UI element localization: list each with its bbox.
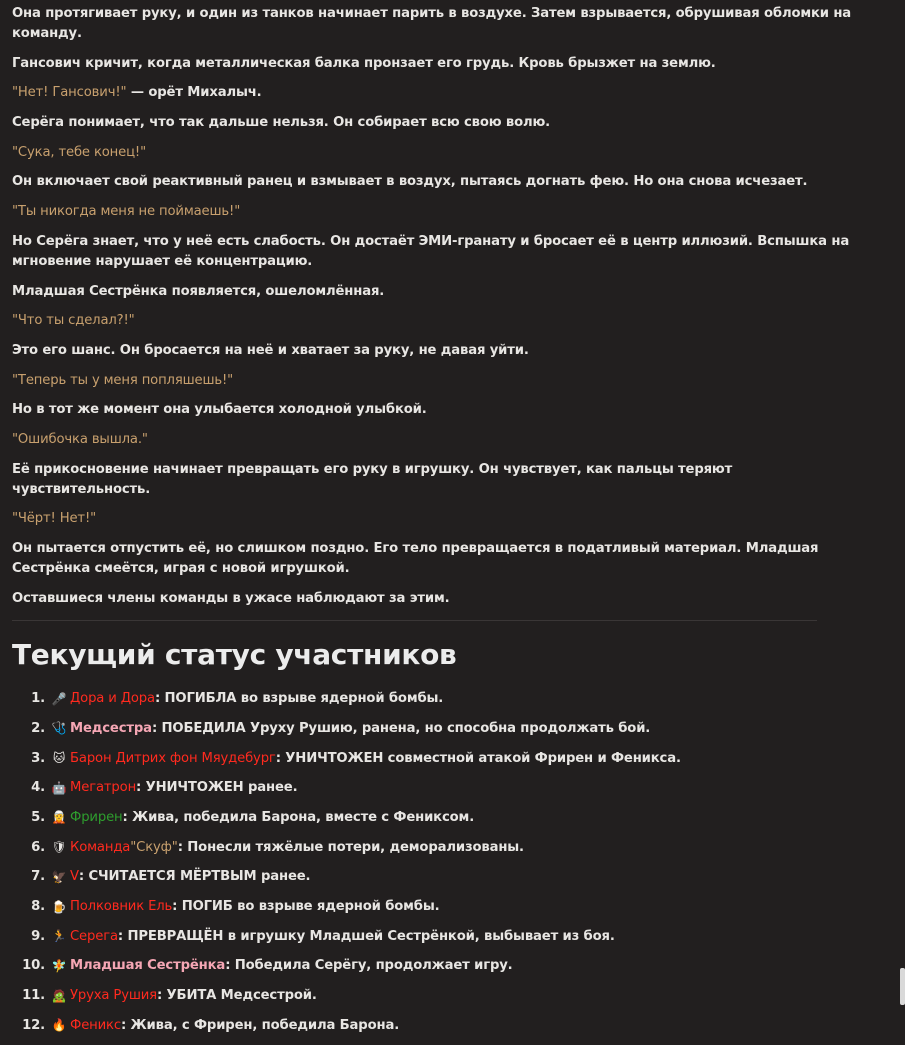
list-item-number: 5. <box>31 809 45 825</box>
list-item-number: 4. <box>31 780 45 796</box>
participant-name: Барон Дитрих фон Мяудебург <box>70 750 276 766</box>
participant-status: : УНИЧТОЖЕН ранее. <box>136 780 298 796</box>
participant-status: : ПОБЕДИЛА Уруху Рушию, ранена, но способна продолжать бой. <box>151 720 651 736</box>
participant-name: Мегатрон <box>70 780 137 796</box>
list-item-number: 3. <box>31 750 45 766</box>
list-item-number: 6. <box>31 839 45 855</box>
list-item <box>12 897 852 917</box>
fairy-icon: 🧚 <box>51 958 67 973</box>
participant-status: : Понесли тяжёлые потери, деморализованы. <box>177 839 524 855</box>
participant-name: Феникс <box>70 1017 121 1033</box>
story-paragraph: Гансович кричит, когда металлическая балка пронзает его грудь. Кровь брызжет на землю. <box>12 55 716 71</box>
participant-name: Команда <box>70 839 131 855</box>
participant-name: Полковник Ель <box>70 899 173 914</box>
scrollbar-thumb[interactable] <box>900 968 905 1005</box>
list-item-number: 11. <box>22 988 45 1004</box>
list-item <box>12 956 852 976</box>
story-paragraph: Её прикосновение начинает превращать его руку в игрушку. Он чувствует, как пальцы теряют чувствительность. <box>12 461 733 497</box>
dialogue-quote: "Чёрт! Нет!" <box>12 511 97 527</box>
story-paragraph: Оставшиеся члены команды в ужасе наблюдают за этим. <box>12 590 450 606</box>
list-item-number: 9. <box>31 928 45 944</box>
dialogue-quote: "Теперь ты у меня попляшешь!" <box>12 372 234 388</box>
list-item-number: 7. <box>31 869 45 885</box>
participants-list <box>12 689 852 1036</box>
shield-icon: 🛡 <box>51 840 67 855</box>
dialogue-quote: "Сука, тебе конец!" <box>12 144 146 160</box>
list-item-number: 12. <box>22 1017 45 1033</box>
list-item <box>12 986 852 1006</box>
story-paragraph: Но в тот же момент она улыбается холодной улыбкой. <box>12 402 427 418</box>
participant-status: : УБИТА Медсестрой. <box>156 988 317 1004</box>
story-paragraph <box>12 83 852 103</box>
story-paragraph: Он пытается отпустить её, но слишком поздно. Его тело превращается в податливый материал. Младшая Сестрёнка смеётся, играя с новой игрушкой. <box>12 541 819 576</box>
participant-name: Медсестра <box>70 720 152 736</box>
list-item-number: 10. <box>22 958 45 974</box>
story-paragraph: Серёга понимает, что так дальше нельзя. Он собирает всю свою волю. <box>12 115 551 131</box>
narration-text: — орёт Михалыч. <box>126 85 262 101</box>
participant-status: : Победила Серёгу, продолжает игру. <box>225 958 513 974</box>
participant-status: : ПОГИБЛА во взрыве ядерной бомбы. <box>154 691 444 707</box>
list-item-number: 1. <box>31 691 45 707</box>
participant-status: : ПРЕВРАЩЁН в игрушку Младшей Сестрёнкой, выбывает из боя. <box>117 928 615 944</box>
dialogue-quote: "Ты никогда меня не поймаешь!" <box>12 204 241 220</box>
robot-icon: 🤖 <box>51 780 67 795</box>
stethoscope-icon: 🩺 <box>51 721 67 736</box>
list-item-number: 2. <box>31 720 45 736</box>
dialogue-quote: "Ошибочка вышла." <box>12 431 148 447</box>
list-item-number: 8. <box>31 899 45 914</box>
eagle-icon: 🦅 <box>51 869 67 884</box>
story-paragraph: Но Серёга знает, что у неё есть слабость. Он достаёт ЭМИ-гранату и бросает её в центр иллюзий. Вспышка на мгновение нарушает её концентрацию. <box>12 233 850 269</box>
participant-status: : Жива, победила Барона, вместе с Фениксом. <box>122 809 475 825</box>
participant-name: Фрирен <box>70 809 123 825</box>
zombie-icon: 🧟 <box>51 988 67 1003</box>
list-item <box>12 718 852 738</box>
participant-name: Уруха Рушия <box>70 988 157 1004</box>
story-paragraph: Это его шанс. Он бросается на неё и хватает за руку, не давая уйти. <box>12 342 529 358</box>
dialogue-quote: "Нет! Гансович!" <box>12 85 127 101</box>
microphone-icon: 🎤 <box>51 691 67 706</box>
fire-icon: 🔥 <box>51 1018 67 1033</box>
list-item <box>12 867 852 887</box>
list-item <box>12 926 852 946</box>
list-item <box>12 807 852 827</box>
message-content <box>12 4 852 1045</box>
participant-name: V <box>70 869 79 885</box>
participant-status: : Жива, с Фрирен, победила Барона. <box>120 1017 400 1033</box>
list-item <box>12 778 852 798</box>
participant-name: Младшая Сестрёнка <box>70 958 226 974</box>
divider <box>12 620 817 621</box>
participant-status: : СЧИТАЕТСЯ МЁРТВЫМ ранее. <box>78 869 311 885</box>
participant-status: : УНИЧТОЖЕН совместной атакой Фрирен и Феникса. <box>275 750 681 766</box>
participant-name: Серега <box>70 928 118 944</box>
story-paragraph: Он включает свой реактивный ранец и взмывает в воздух, пытаясь догнать фею. Но она снова исчезает. <box>12 174 808 190</box>
status-heading: Текущий статус участников <box>12 637 457 671</box>
dialogue-quote: "Что ты сделал?!" <box>12 313 135 329</box>
story-paragraph: Младшая Сестрёнка появляется, ошеломлённая. <box>12 283 385 299</box>
list-item <box>12 1015 852 1035</box>
participant-status: : ПОГИБ во взрыве ядерной бомбы. <box>172 899 440 914</box>
elf-icon: 🧝 <box>51 810 67 825</box>
list-item <box>12 689 852 709</box>
running-person-icon: 🏃 <box>51 929 67 944</box>
cat-face-icon: 🐱 <box>52 751 66 766</box>
story-paragraph: Она протягивает руку, и один из танков начинает парить в воздухе. Затем взрывается, обрушивая обломки на команду. <box>12 6 852 41</box>
list-item <box>12 837 852 857</box>
participant-name: Дора и Дора <box>70 691 155 707</box>
participant-name-quoted: "Скуф" <box>130 839 178 855</box>
beer-mug-icon: 🍺 <box>51 899 67 914</box>
list-item <box>12 748 852 768</box>
